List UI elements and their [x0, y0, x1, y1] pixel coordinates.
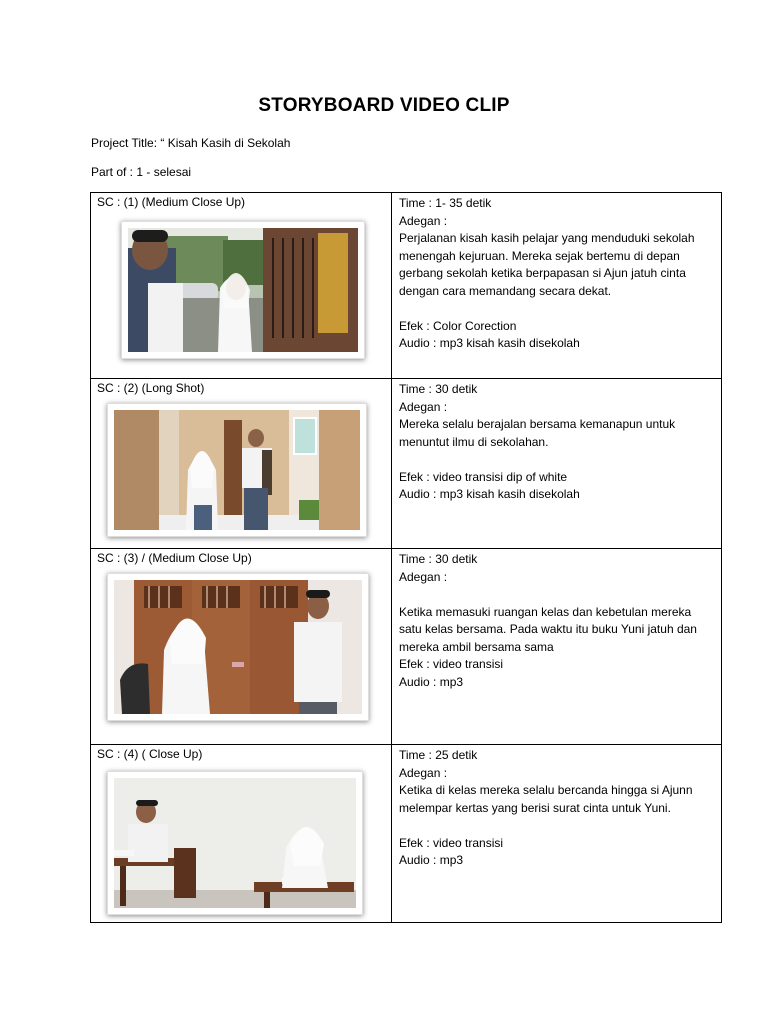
scene-2-effect: Efek : video transisi dip of white: [399, 469, 568, 484]
scene-4-spacer: [399, 817, 714, 835]
scene-1-shot-cell: [91, 193, 392, 379]
scene-3-shot-cell: [91, 549, 392, 745]
scene-1-text-line: menengah kejuruan. Mereka sejak bertemu di depan: [399, 248, 680, 263]
scene-4-adegan-label: Adegan :: [399, 765, 448, 780]
scene-3-text-line: mereka ambil bersama sama: [399, 639, 554, 654]
scene-3-spacer: [399, 586, 714, 604]
scene-3-label: SC : (3) / (Medium Close Up): [97, 551, 252, 565]
scene-4-text-line: Ketika di kelas mereka selalu bercanda hingga si Ajunn: [399, 783, 693, 797]
scene-1-photo: [128, 228, 358, 352]
scene-1-text-line: Perjalanan kisah kasih pelajar yang menduduki sekolah: [399, 231, 695, 245]
scene-4-photo-frame: [107, 771, 363, 915]
document-title: STORYBOARD VIDEO CLIP: [258, 95, 510, 116]
scene-2-photo-frame: [107, 403, 367, 537]
scene-3-audio: Audio : mp3: [399, 674, 464, 689]
scene-1-label: SC : (1) (Medium Close Up): [97, 195, 246, 209]
scene-1-photo-frame: [121, 221, 365, 359]
scene-4-effect: Efek : video transisi: [399, 835, 504, 850]
scene-4-photo: [114, 778, 356, 908]
scene-row-2: [91, 379, 722, 549]
scene-2-text-line: menuntut ilmu di sekolahan.: [399, 434, 549, 449]
storyboard-table: [90, 192, 722, 923]
scene-4-description: [392, 745, 722, 923]
scene-2-label: SC : (2) (Long Shot): [97, 381, 205, 395]
scene-2-spacer: [399, 451, 714, 469]
scene-1-effect: Efek : Color Corection: [399, 318, 517, 333]
scene-2-time: Time : 30 detik: [399, 382, 478, 396]
scene-3-photo: [114, 580, 362, 714]
scene-3-description: [392, 549, 722, 745]
scene-1-text-line: dengan cara memandang secara dekat.: [399, 283, 612, 298]
scene-4-text-line: melempar kertas yang berisi surat cinta untuk Yuni.: [399, 800, 671, 815]
scene-4-audio: Audio : mp3: [399, 853, 464, 867]
scene-3-photo-frame: [107, 573, 369, 721]
scene-2-text-line: Mereka selalu berajalan bersama kemanapun untuk: [399, 417, 676, 431]
project-title: Project Title: “ Kisah Kasih di Sekolah: [91, 136, 291, 150]
scene-1-time: Time : 1- 35 detik: [399, 196, 492, 210]
scene-row-4: [91, 745, 722, 923]
scene-2-photo: [114, 410, 360, 530]
scene-1-text-line: gerbang sekolah ketika berpapasan si Ajun jatuh cinta: [399, 266, 686, 280]
scene-3-time: Time : 30 detik: [399, 552, 478, 566]
scene-2-shot-cell: [91, 379, 392, 549]
scene-1-audio: Audio : mp3 kisah kasih disekolah: [399, 336, 580, 350]
scene-1-spacer: [399, 300, 714, 318]
scene-2-description: [392, 379, 722, 549]
scene-4-label: SC : (4) ( Close Up): [97, 747, 203, 761]
scene-row-3: [91, 549, 722, 745]
scene-3-adegan-label: Adegan :: [399, 569, 448, 584]
scene-3-text-line: satu kelas bersama. Pada waktu itu buku Yuni jatuh dan: [399, 622, 697, 636]
scene-4-shot-cell: [91, 745, 392, 923]
scene-1-adegan-label: Adegan :: [399, 213, 448, 228]
scene-1-description: [392, 193, 722, 379]
scene-3-text-line: Ketika memasuki ruangan kelas dan kebetulan mereka: [399, 604, 692, 619]
scene-3-effect: Efek : video transisi: [399, 657, 504, 671]
scene-row-1: [91, 193, 722, 379]
scene-2-audio: Audio : mp3 kisah kasih disekolah: [399, 487, 580, 501]
scene-2-adegan-label: Adegan :: [399, 399, 448, 414]
scene-4-time: Time : 25 detik: [399, 748, 478, 762]
part-info: Part of : 1 - selesai: [91, 165, 192, 179]
